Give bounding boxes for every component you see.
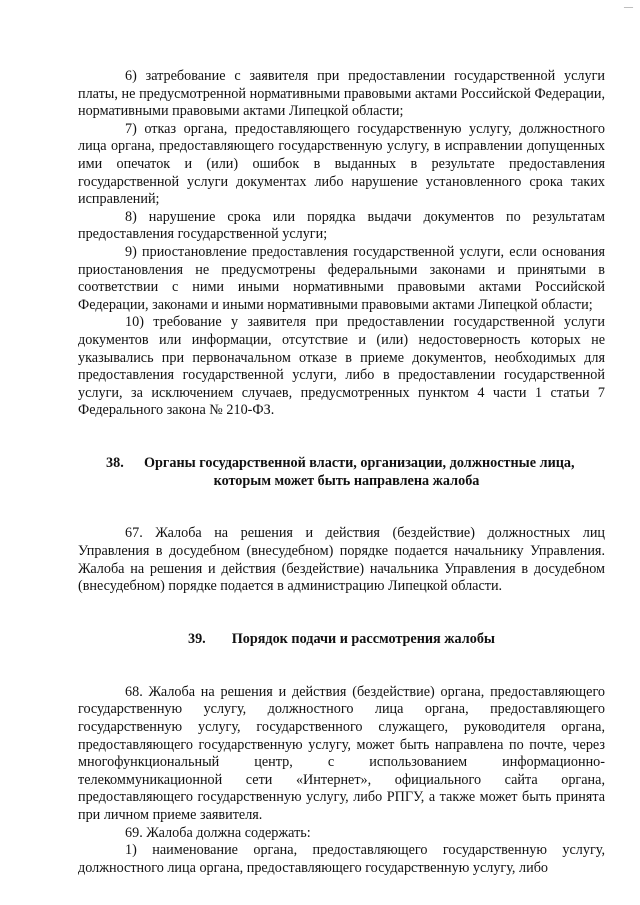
paragraph-67: 67. Жалоба на решения и действия (бездействие) должностных лиц Управления в досудебном (внесудебном) порядке подается начальнику Управления. Жалоба на решения и действия (бездействие) начальника Управления в досудебном (внесудебном) порядке подается в администрацию Липецкой области. [78,525,605,595]
section-39-heading [78,631,605,649]
list-item-10: 10) требование у заявителя при предоставлении государственной услуги документов или информации, отсутствие и (или) недостоверность которых не указывались при первоначальном отказе в приеме документов, необходимых для предоставления государственной услуги, либо в предоставлении государственной услуги, за исключением случаев, предусмотренных пунктом 4 части 1 статьи 7 Федерального закона № 210-ФЗ. [78,314,605,419]
section-38-number: 38. [106,455,124,472]
list-item-9: 9) приостановление предоставления государственной услуги, если основания приостановления не предусмотрены федеральными законами и принятыми в соответствии с ними иными нормативными правовыми актами Российской Федерации, законами и иными нормативными правовыми актами Липецкой области; [78,243,605,313]
section-39-title: Порядок подачи и рассмотрения жалобы [231,631,496,647]
section-38-title-line2: которым может быть направлена жалоба [213,472,480,489]
list-item-8: 8) нарушение срока или порядка выдачи документов по результатам предоставления государственной услуги; [78,208,605,243]
section-38-title-line1: Органы государственной власти, организации, должностные лица, [144,455,575,472]
list-item-6: 6) затребование с заявителя при предоставлении государственной услуги платы, не предусмотренной нормативными правовыми актами Российской Федерации, нормативными правовыми актами Липецкой области; [78,68,605,120]
list-item-7: 7) отказ органа, предоставляющего государственную услугу, должностного лица органа, предоставляющего государственную услугу, в исправлении допущенных ими опечаток и (или) ошибок в выданных в результате предоставления государственной услуги документах либо нарушение установленного срока таких исправлений; [78,120,605,208]
paragraph-69: 69. Жалоба должна содержать: [125,824,311,841]
paragraph-68: 68. Жалоба на решения и действия (бездействие) органа, предоставляющего государственную услугу, должностного лица органа, предоставляющего государственную услугу, государственного служащего, руководителя органа, предоставляющего государственную услугу, может быть направлена по почте, через многофункциональный центр, с использованием информационно-телекоммуникационной сети «Интернет», официального сайта органа, предоставляющего государственную услугу, либо РПГУ, а также может быть принята при личном приеме заявителя. [78,683,605,823]
paragraph-69-item-1: 1) наименование органа, предоставляющего государственную услугу, должностного лица органа, предоставляющего государственную услугу, либо [78,842,605,876]
section-38-heading [78,455,605,490]
section-39-number: 39. [187,631,206,647]
document-body [78,68,605,877]
corner-mark: — [624,2,634,12]
